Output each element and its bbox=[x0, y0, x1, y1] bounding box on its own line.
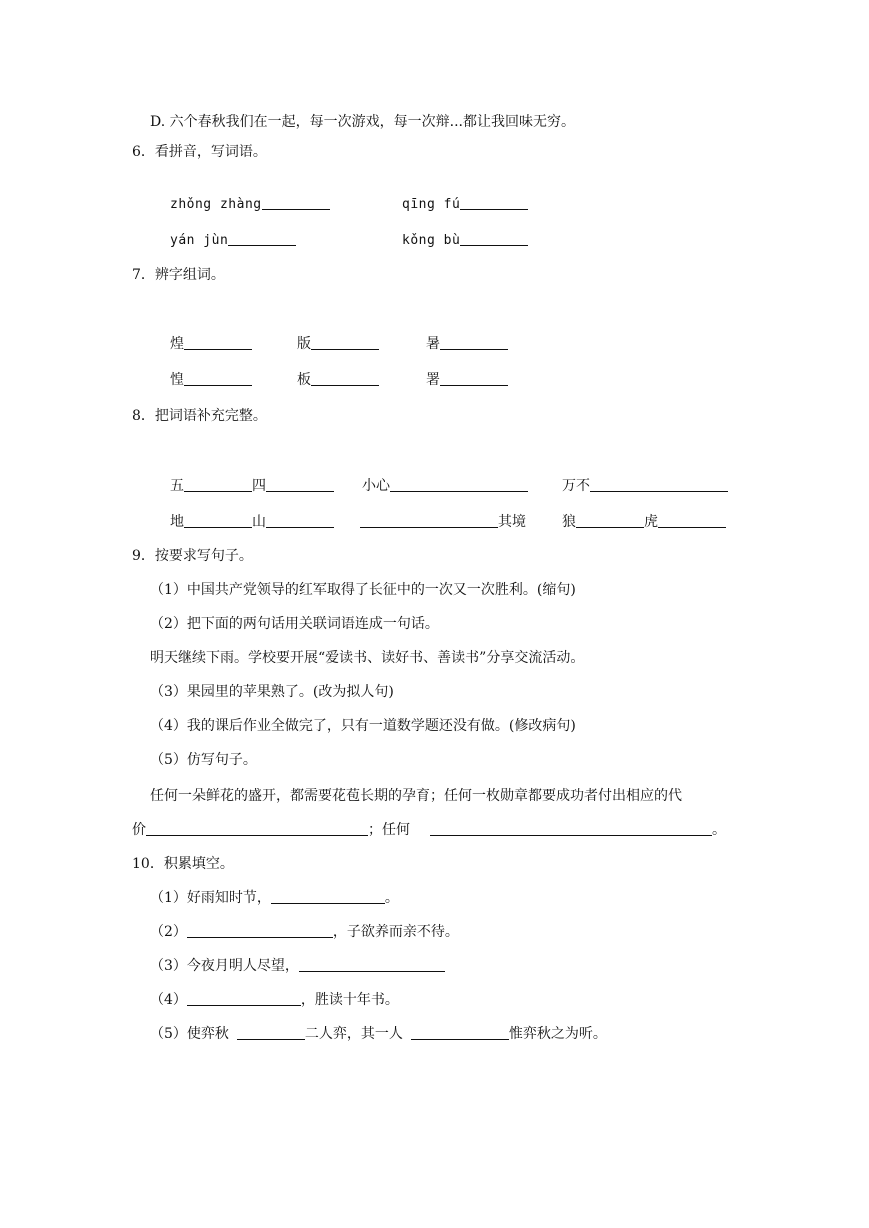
answer-blank[interactable] bbox=[184, 512, 252, 528]
q9-item-3: （3）果园里的苹果熟了。(改为拟人句) bbox=[150, 684, 394, 700]
idiom-char: 山 bbox=[252, 514, 266, 530]
answer-blank[interactable] bbox=[576, 512, 644, 528]
q9-item-1: （1）中国共产党领导的红军取得了长征中的一次又一次胜利。(缩句) bbox=[150, 582, 576, 598]
q9-item-5-line1: 任何一朵鲜花的盛开，都需要花苞长期的孕育；任何一枚勋章都要成功者付出相应的代 bbox=[150, 788, 682, 804]
q10-text: ，子欲养而亲不待。 bbox=[332, 924, 459, 940]
pinyin-item-4 bbox=[402, 230, 528, 251]
answer-blank[interactable] bbox=[184, 476, 252, 492]
pinyin-label: kǒng bù bbox=[402, 233, 461, 248]
idiom-row-2 bbox=[170, 512, 334, 532]
answer-blank[interactable] bbox=[411, 1024, 509, 1040]
q9-text: 价 bbox=[132, 822, 146, 838]
answer-blank[interactable] bbox=[360, 512, 498, 528]
q10-text: 。 bbox=[384, 890, 399, 906]
answer-blank[interactable] bbox=[658, 512, 726, 528]
char-item bbox=[170, 370, 252, 390]
answer-blank[interactable] bbox=[187, 990, 301, 1006]
idiom-char: 万不 bbox=[562, 478, 590, 494]
answer-blank[interactable] bbox=[299, 956, 445, 972]
question-8-title: 8．把词语补充完整。 bbox=[132, 408, 267, 424]
char-item bbox=[297, 334, 379, 354]
answer-blank[interactable] bbox=[440, 334, 508, 350]
idiom-row-1c bbox=[562, 476, 728, 496]
char-item bbox=[426, 370, 508, 390]
answer-blank[interactable] bbox=[430, 820, 712, 836]
q9-item-4: （4）我的课后作业全做完了，只有一道数学题还没有做。(修改病句) bbox=[150, 718, 576, 734]
answer-blank[interactable] bbox=[262, 194, 330, 210]
pinyin-item-1 bbox=[170, 194, 330, 215]
answer-blank[interactable] bbox=[184, 334, 252, 350]
answer-blank[interactable] bbox=[460, 230, 528, 246]
q10-text: ，胜读十年书。 bbox=[300, 992, 399, 1008]
q9-item-5: （5）仿写句子。 bbox=[150, 752, 257, 768]
char-label: 署 bbox=[426, 372, 440, 388]
q10-item-5 bbox=[150, 1024, 607, 1044]
q10-text: 二人弈，其一人 bbox=[304, 1026, 403, 1042]
pinyin-item-2 bbox=[402, 194, 528, 215]
pinyin-item-3 bbox=[170, 230, 296, 251]
idiom-row-2c bbox=[562, 512, 726, 532]
q9-text: ；任何 bbox=[368, 822, 410, 838]
answer-blank[interactable] bbox=[146, 820, 368, 836]
q10-item-1 bbox=[150, 888, 399, 908]
answer-blank[interactable] bbox=[311, 334, 379, 350]
char-label: 惶 bbox=[170, 372, 184, 388]
idiom-row-1b bbox=[362, 476, 528, 496]
char-label: 煌 bbox=[170, 336, 184, 352]
char-label: 版 bbox=[297, 336, 311, 352]
idiom-char: 狼 bbox=[562, 514, 576, 530]
answer-blank[interactable] bbox=[228, 230, 296, 246]
idiom-char: 四 bbox=[252, 478, 266, 494]
char-item bbox=[426, 334, 508, 354]
answer-blank[interactable] bbox=[390, 476, 528, 492]
answer-blank[interactable] bbox=[187, 922, 333, 938]
q9-item-2-text: 明天继续下雨。学校要开展“爱读书、读好书、善读书”分享交流活动。 bbox=[150, 650, 585, 666]
idiom-char: 地 bbox=[170, 514, 184, 530]
idiom-row-2b bbox=[360, 512, 526, 532]
q10-text: （1）好雨知时节， bbox=[150, 890, 271, 906]
q10-item-2 bbox=[150, 922, 459, 942]
answer-blank[interactable] bbox=[460, 194, 528, 210]
char-label: 暑 bbox=[426, 336, 440, 352]
char-label: 板 bbox=[297, 372, 311, 388]
question-9-title: 9．按要求写句子。 bbox=[132, 548, 253, 564]
pinyin-label: qīng fú bbox=[402, 197, 461, 212]
q10-item-4 bbox=[150, 990, 399, 1010]
question-10-title: 10．积累填空。 bbox=[132, 856, 234, 872]
q10-text: （5）使弈秋 bbox=[150, 1026, 229, 1042]
idiom-char: 五 bbox=[170, 478, 184, 494]
q10-item-3 bbox=[150, 956, 445, 976]
q9-item-5-line2 bbox=[132, 820, 726, 840]
q10-text: （4） bbox=[150, 992, 187, 1008]
q9-item-2: （2）把下面的两句话用关联词语连成一句话。 bbox=[150, 616, 439, 632]
question-7-title: 7．辨字组词。 bbox=[132, 267, 225, 283]
q10-text: （2） bbox=[150, 924, 187, 940]
answer-blank[interactable] bbox=[440, 370, 508, 386]
idiom-row-1 bbox=[170, 476, 334, 496]
pinyin-label: yán jùn bbox=[170, 233, 229, 248]
answer-blank[interactable] bbox=[266, 512, 334, 528]
char-item bbox=[170, 334, 252, 354]
question-6-title: 6．看拼音，写词语。 bbox=[132, 144, 267, 160]
q10-text: （3）今夜月明人尽望， bbox=[150, 958, 299, 974]
answer-blank[interactable] bbox=[237, 1024, 305, 1040]
idiom-char: 小心 bbox=[362, 478, 390, 494]
idiom-char: 虎 bbox=[644, 514, 658, 530]
q9-text: 。 bbox=[712, 822, 726, 838]
pinyin-label: zhǒng zhàng bbox=[170, 197, 262, 212]
answer-blank[interactable] bbox=[184, 370, 252, 386]
answer-blank[interactable] bbox=[311, 370, 379, 386]
answer-blank[interactable] bbox=[271, 888, 385, 904]
answer-blank[interactable] bbox=[590, 476, 728, 492]
option-d: D. 六个春秋我们在一起，每一次游戏，每一次辩...都让我回味无穷。 bbox=[150, 114, 575, 130]
char-item bbox=[297, 370, 379, 390]
answer-blank[interactable] bbox=[266, 476, 334, 492]
q10-text: 惟弈秋之为听。 bbox=[508, 1026, 607, 1042]
idiom-char: 其境 bbox=[498, 514, 526, 530]
